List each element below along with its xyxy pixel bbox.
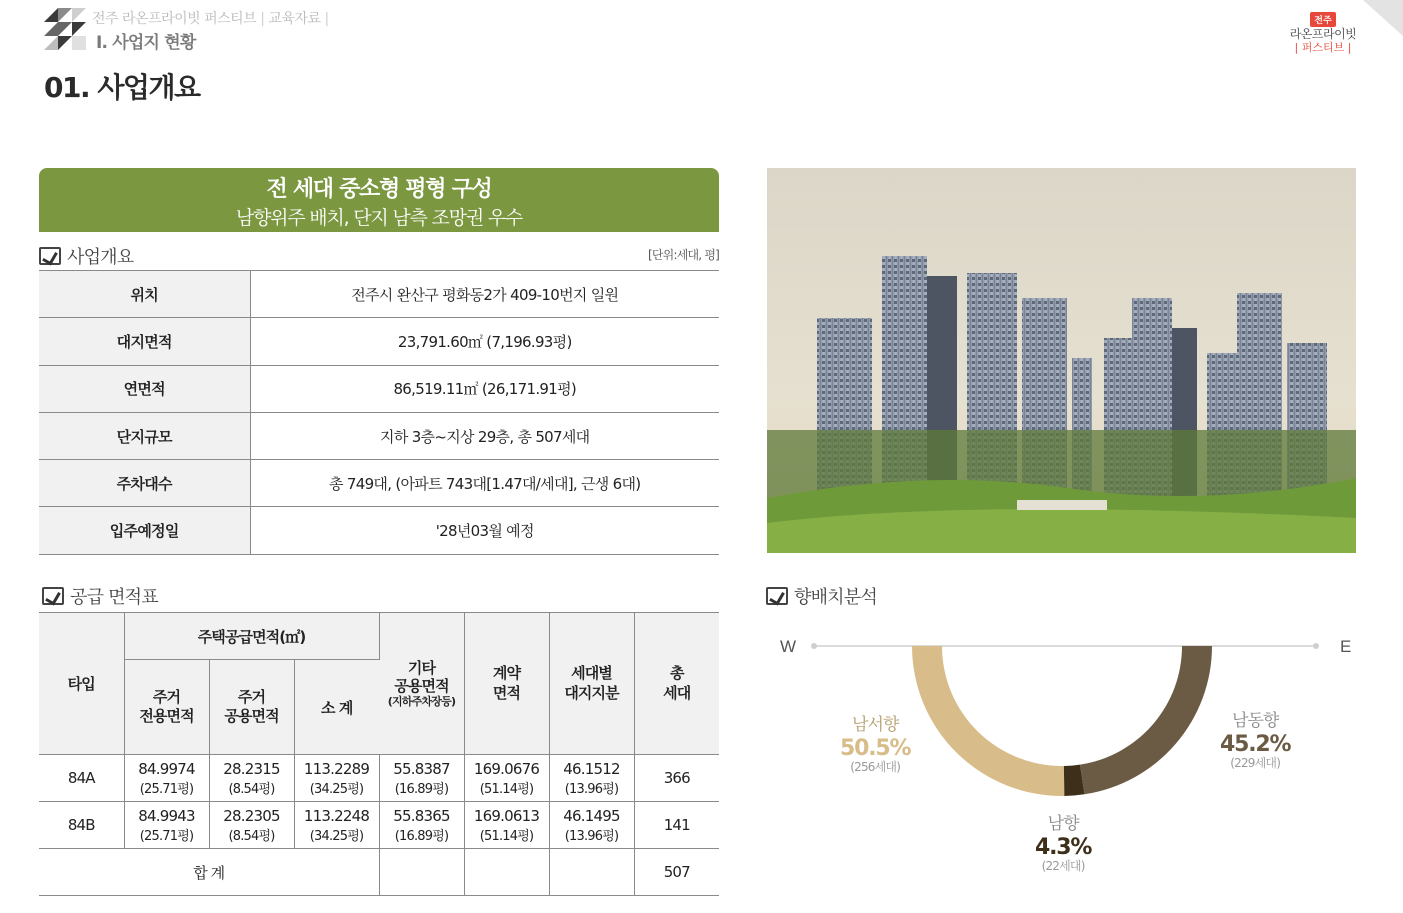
cell-value: 169.0613 (473, 806, 540, 825)
overview-value: 총 749대, (아파트 743대[1.47대/세대], 근생 6대) (250, 460, 719, 507)
cell-value: 113.2289 (303, 759, 370, 778)
check-icon (766, 587, 788, 605)
segment-label-south (1035, 815, 1091, 874)
cell-subtotal (294, 802, 379, 849)
segment-percent: 45.2% (1220, 731, 1291, 757)
orientation-chart (760, 620, 1370, 890)
segment-count: (256세대) (850, 759, 901, 774)
cell-value: 55.8387 (393, 759, 450, 778)
header-section: Ⅰ. 사업지 현황 (96, 33, 196, 53)
overview-key: 대지면적 (39, 318, 250, 365)
table-row (39, 755, 719, 802)
cell-other (379, 802, 464, 849)
overview-value: 지하 3층~지상 29층, 총 507세대 (250, 412, 719, 459)
cell-value: 28.2315 (223, 759, 280, 778)
cell-common (209, 802, 294, 849)
segment-name: 남서향 (852, 715, 899, 735)
supply-heading-label: 공급 면적표 (70, 587, 158, 608)
header-doc-type: 교육자료 (268, 11, 321, 27)
table-row (39, 365, 719, 412)
total-empty (549, 849, 634, 896)
table-row (39, 460, 719, 507)
overview-value: 86,519.11㎡ (26,171.91평) (250, 365, 719, 412)
col-common: 주거 공용면적 (209, 660, 294, 755)
cell-pyeong: (51.14평) (479, 828, 534, 844)
overview-heading-label: 사업개요 (67, 247, 134, 268)
segment-name: 남향 (1047, 814, 1079, 834)
col-households: 총 세대 (634, 613, 719, 755)
segment-label-southeast (1220, 712, 1290, 771)
brand-logo (1283, 8, 1363, 54)
table-row (39, 802, 719, 849)
brand-name: 라온프라이빗 (1289, 27, 1357, 41)
cell-value: 84.9943 (138, 806, 195, 825)
overview-key: 주차대수 (39, 460, 250, 507)
brand-sub: | 퍼스티브 | (1294, 41, 1352, 54)
cell-pyeong: (16.89평) (394, 828, 449, 844)
table-row (39, 271, 719, 318)
overview-value: '28년03월 예정 (250, 507, 719, 554)
cell-pyeong: (13.96평) (564, 828, 619, 844)
cell-value: 46.1512 (563, 759, 620, 778)
segment-percent: 4.3% (1035, 834, 1092, 860)
overview-value: 전주시 완산구 평화동2가 409-10번지 일원 (250, 271, 719, 318)
cell-common (209, 755, 294, 802)
header-company: 전주 라온프라이빗 퍼스티브 (92, 11, 257, 27)
check-icon (42, 587, 64, 605)
cell-exclusive (124, 755, 209, 802)
cell-contract (464, 802, 549, 849)
total-empty (379, 849, 464, 896)
cell-pyeong: (16.89평) (394, 781, 449, 797)
segment-percent: 50.5% (840, 735, 911, 761)
cell-other (379, 755, 464, 802)
cell-type: 84A (39, 755, 124, 802)
supply-table (39, 612, 719, 896)
col-housing-supply: 주택공급면적(㎡) (124, 613, 379, 660)
segment-count: (22세대) (1041, 858, 1085, 873)
cell-value: 169.0676 (473, 759, 540, 778)
col-type: 타입 (39, 613, 124, 755)
cell-pyeong: (13.96평) (564, 781, 619, 797)
cell-value: 113.2248 (303, 806, 370, 825)
banner-subtitle: 남향위주 배치, 단지 남측 조망권 우수 (235, 207, 523, 229)
cell-households: 141 (634, 802, 719, 849)
west-label: W (780, 637, 797, 656)
cell-value: 55.8365 (393, 806, 450, 825)
segment-name: 남동향 (1232, 711, 1279, 731)
cell-pyeong: (34.25평) (309, 828, 364, 844)
donut-segment-southeast (1080, 646, 1212, 794)
east-label: E (1340, 637, 1352, 656)
cell-pyeong: (8.54평) (228, 781, 275, 797)
cell-pyeong: (8.54평) (228, 828, 275, 844)
overview-key: 위치 (39, 271, 250, 318)
cell-land (549, 755, 634, 802)
segment-count: (229세대) (1230, 755, 1281, 770)
summary-banner (39, 168, 719, 232)
cell-pyeong: (25.71평) (139, 828, 194, 844)
cell-value: 84.9974 (138, 759, 195, 778)
table-row (39, 318, 719, 365)
brand-badge: 전주 (1310, 12, 1335, 27)
cell-pyeong: (34.25평) (309, 781, 364, 797)
overview-value: 23,791.60㎡ (7,196.93평) (250, 318, 719, 365)
axis-end-east (1313, 643, 1319, 649)
cell-value: 28.2305 (223, 806, 280, 825)
corner-decoration (1363, 0, 1403, 36)
supply-heading (42, 583, 158, 609)
cell-land (549, 802, 634, 849)
unit-note: [단위:세대, 평] (648, 248, 719, 262)
overview-key: 단지규모 (39, 412, 250, 459)
cell-value: 46.1495 (563, 806, 620, 825)
col-other-note: (지하주차장등) (387, 694, 456, 708)
overview-table (39, 270, 719, 555)
cell-households: 366 (634, 755, 719, 802)
orientation-heading (766, 583, 877, 609)
table-total-row (39, 849, 719, 896)
col-contract: 계약 면적 (464, 613, 549, 755)
cell-pyeong: (25.71평) (139, 781, 194, 797)
cell-contract (464, 755, 549, 802)
segment-label-southwest (840, 716, 910, 775)
total-empty (464, 849, 549, 896)
overview-key: 입주예정일 (39, 507, 250, 554)
overview-heading (39, 243, 133, 269)
total-households: 507 (634, 849, 719, 896)
cell-pyeong: (51.14평) (479, 781, 534, 797)
axis-end-west (811, 643, 817, 649)
cell-exclusive (124, 802, 209, 849)
cell-subtotal (294, 755, 379, 802)
table-row (39, 412, 719, 459)
orientation-heading-label: 향배치분석 (794, 587, 877, 608)
col-other-label: 기타 공용면적 (394, 658, 449, 695)
apartment-rendering-image (767, 168, 1356, 553)
col-exclusive: 주거 전용면적 (124, 660, 209, 755)
table-row (39, 507, 719, 554)
header-breadcrumb: 전주 라온프라이빗 퍼스티브 | 교육자료 | (92, 11, 329, 27)
col-other (379, 613, 464, 755)
cell-type: 84B (39, 802, 124, 849)
page-title: 01. 사업개요 (44, 71, 200, 104)
donut-segment-southwest (912, 646, 1064, 796)
overview-key: 연면적 (39, 365, 250, 412)
check-icon (39, 247, 61, 265)
col-land: 세대별 대지지분 (549, 613, 634, 755)
col-subtotal: 소 계 (294, 660, 379, 755)
donut-segments (912, 646, 1212, 796)
table-header-row (39, 613, 719, 660)
header-logo-icon (44, 8, 86, 50)
total-label: 합 계 (39, 849, 379, 896)
banner-title: 전 세대 중소형 평형 구성 (266, 177, 492, 202)
